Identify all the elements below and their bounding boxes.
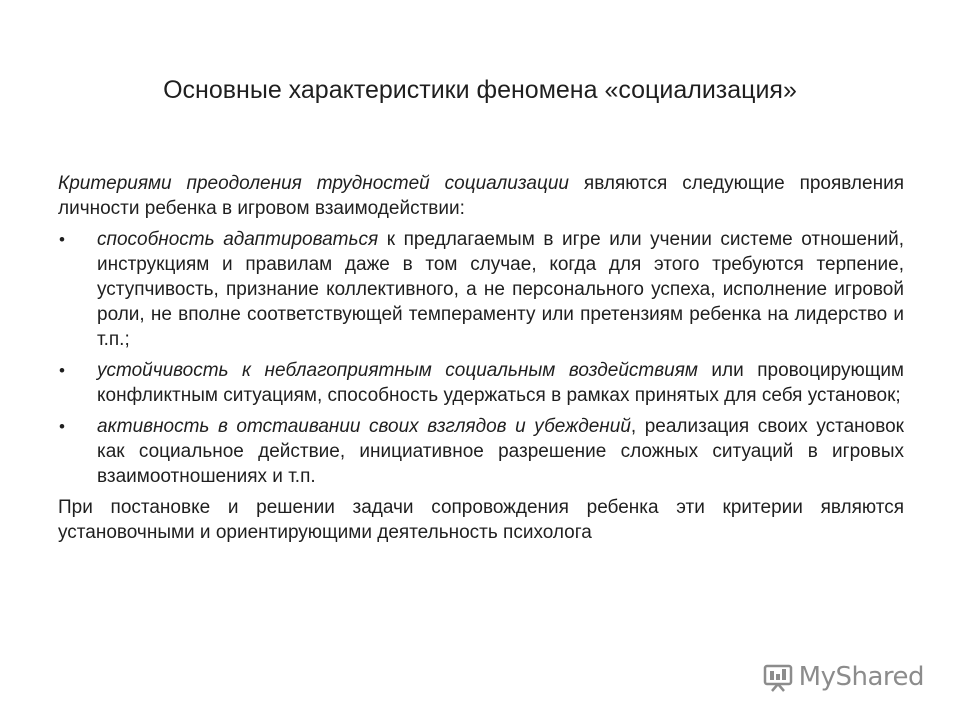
bullet-marker: •	[59, 230, 65, 249]
bullet-marker: •	[59, 361, 65, 380]
bullet-item	[58, 358, 904, 408]
bullet-marker: •	[59, 417, 65, 436]
intro-emphasis: Критериями преодоления трудностей социализации	[58, 173, 569, 194]
bullet-text	[97, 414, 904, 489]
bullet-emphasis: устойчивость к неблагоприятным социальным воздействиям	[97, 360, 698, 381]
slide-title: Основные характеристики феномена «социализация»	[163, 76, 797, 104]
bullet-emphasis: способность адаптироваться	[97, 229, 379, 250]
watermark-text: MyShared	[798, 662, 924, 692]
intro-paragraph	[58, 171, 904, 221]
bullet-text	[97, 227, 904, 352]
bullet-text	[97, 358, 904, 408]
bullet-item	[58, 227, 904, 352]
presentation-board-icon	[763, 662, 793, 692]
bullet-rest: к предлагаемым в игре или учении системе отношений, инструкциям и правилам даже в том случае, когда для этого требуются терпение, уступчивость, признание коллективного, а не персонального успеха, исполнение игровой роли, не вполне соответствующей темпераменту или претензиям ребенка на лидерство и т.п.;	[97, 229, 904, 350]
bullet-emphasis: активность в отстаивании своих взглядов и убеждений	[97, 416, 631, 437]
intro-text: являются следующие проявления личности ребенка в игровом взаимодействии:	[58, 173, 904, 219]
myshared-watermark	[763, 662, 924, 692]
bullet-rest: , реализация своих установок как социальное действие, инициативное разрешение сложных ситуаций в игровых взаимоотношениях и т.п.	[97, 416, 904, 487]
bullet-rest: или провоцирующим конфликтным ситуациям, способность удержаться в рамках принятых для себя установок;	[97, 360, 904, 406]
bullet-item	[58, 414, 904, 489]
slide-body	[58, 171, 904, 549]
closing-paragraph: При постановке и решении задачи сопровождения ребенка эти критерии являются установочными и ориентирующими деятельность психолога	[58, 497, 904, 543]
